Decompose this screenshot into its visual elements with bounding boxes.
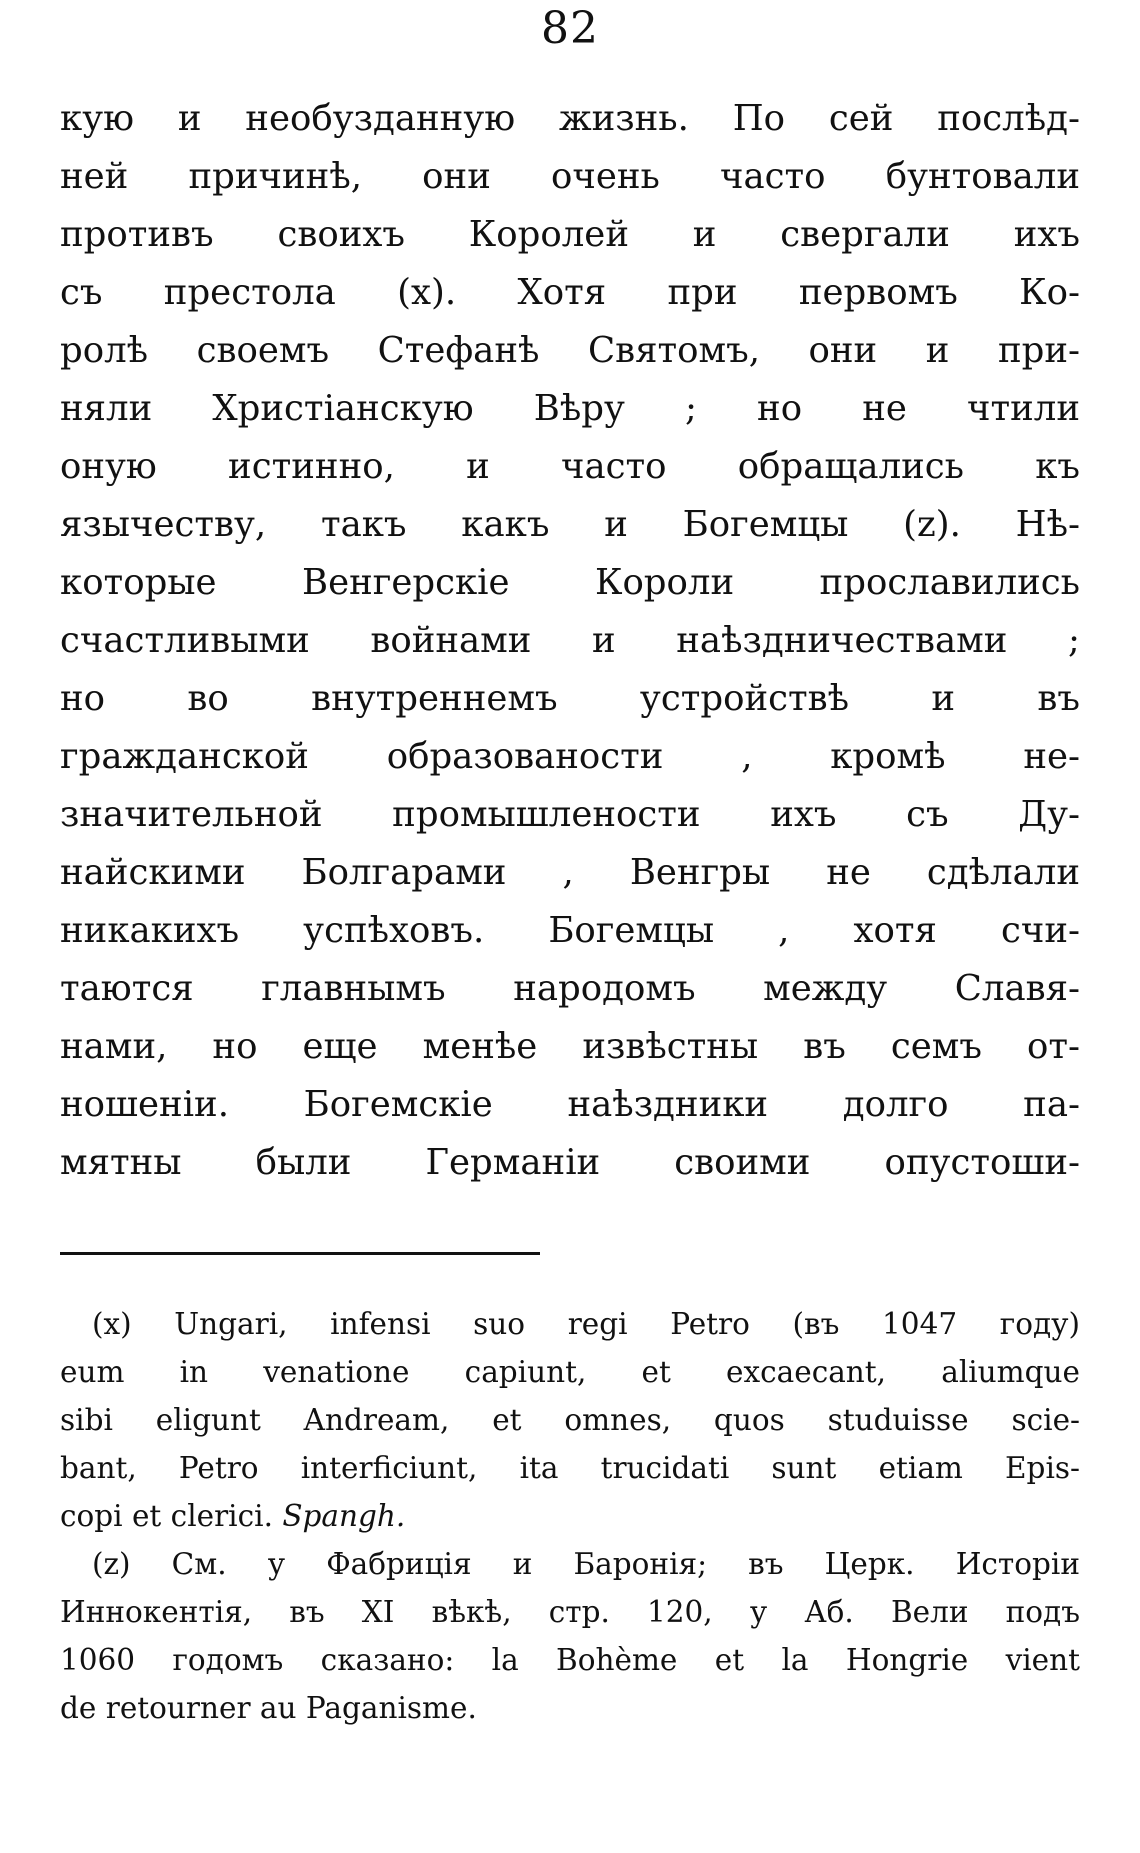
footnote-line: Иннокентія, въ XI вѣкѣ, стр. 120, у Аб. Вели подъ [60, 1595, 1080, 1629]
body-line: нами, но еще менѣе извѣстны въ семъ от- [60, 1026, 1080, 1067]
footnote-text: copi et clerici. [60, 1499, 283, 1533]
body-line: няли Христіанскую Вѣру ; но не чтили [60, 388, 1080, 429]
body-line: найскими Болгарами , Венгры не сдѣлали [60, 852, 1080, 893]
footnote-z [60, 1540, 1080, 1732]
footnotes [60, 1300, 1080, 1732]
footnote-x [60, 1300, 1080, 1540]
body-line: счастливыми войнами и наѣздничествами ; [60, 620, 1080, 661]
body-line: мятны были Германіи своими опустоши- [60, 1142, 1080, 1183]
body-line: ней причинѣ, они очень часто бунтовали [60, 156, 1080, 197]
page-number: 82 [541, 3, 599, 54]
body-line: съ престола (x). Хотя при первомъ Ко- [60, 272, 1080, 313]
footnote-line: eum in venatione capiunt, et excaecant, aliumque [60, 1355, 1080, 1389]
footnote-line-last [60, 1492, 1080, 1540]
body-line: кую и необузданную жизнь. По сей послѣд- [60, 98, 1080, 139]
body-line: но во внутреннемъ устройствѣ и въ [60, 678, 1080, 719]
body-line: гражданской образованости , кромѣ не- [60, 736, 1080, 777]
main-body-text [60, 90, 1080, 1192]
body-line: никакихъ успѣховъ. Богемцы , хотя счи- [60, 910, 1080, 951]
footnote-line: 1060 годомъ сказано: la Bohème et la Hongrie vient [60, 1643, 1080, 1677]
footnote-divider [60, 1252, 540, 1255]
footnote-source: Spangh. [282, 1499, 406, 1533]
footnote-line: de retourner au Paganisme. [60, 1691, 477, 1725]
footnote-line: (x) Ungari, infensi suo regi Petro (въ 1047 году) [92, 1307, 1080, 1341]
body-line: ношеніи. Богемскіе наѣздники долго па- [60, 1084, 1080, 1125]
footnote-line: (z) См. у Фабриція и Баронія; въ Церк. Исторіи [92, 1547, 1080, 1581]
footnote-line: sibi eligunt Andream, et omnes, quos studuisse scie- [60, 1403, 1080, 1437]
body-line: ролѣ своемъ Стефанѣ Святомъ, они и при- [60, 330, 1080, 371]
body-line: оную истинно, и часто обращались къ [60, 446, 1080, 487]
body-line: таются главнымъ народомъ между Славя- [60, 968, 1080, 1009]
body-line: значительной промышлености ихъ съ Ду- [60, 794, 1080, 835]
body-line: противъ своихъ Королей и свергали ихъ [60, 214, 1080, 255]
body-line: язычеству, такъ какъ и Богемцы (z). Нѣ- [60, 504, 1080, 545]
body-line: которые Венгерскіе Короли прославились [60, 562, 1080, 603]
footnote-line: bant, Petro interficiunt, ita trucidati sunt etiam Epis- [60, 1451, 1080, 1485]
